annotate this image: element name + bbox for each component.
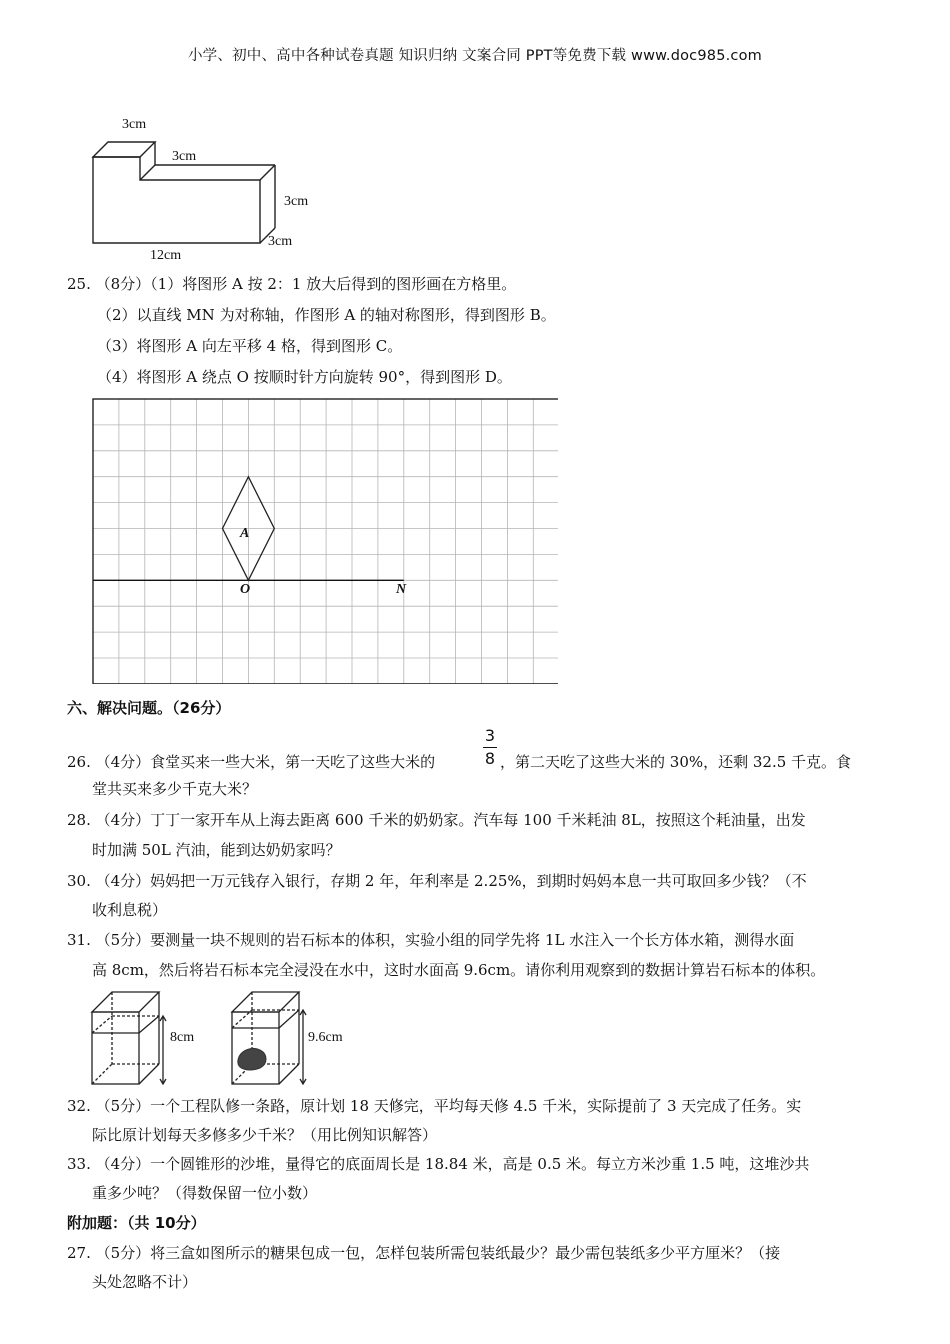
page-header: 小学、初中、高中各种试卷真题 知识归纳 文案合同 PPT等免费下载 www.doc985.com xyxy=(187,48,763,64)
section-title-6: 六、解决问题。（26分） xyxy=(67,699,231,717)
label-o: O xyxy=(240,582,251,597)
fraction-bar xyxy=(483,747,497,748)
q31-line2: 高 8cm，然后将岩石标本完全浸没在水中，这时水面高 9.6cm。请你利用观察到的数据计算岩石标本的体积。 xyxy=(92,961,826,979)
label-top-3cm: 3cm xyxy=(122,117,147,132)
q27-line1: 27. （5分）将三盒如图所示的糖果包成一包，怎样包装所需包装纸最少？最少需包装纸多少平方厘米？（接 xyxy=(67,1244,781,1262)
label-a: A xyxy=(240,526,250,541)
fraction-numerator: 3 xyxy=(484,726,496,745)
square-grid xyxy=(92,398,558,684)
fraction-denominator: 8 xyxy=(484,749,496,768)
label-length-12cm: 12cm xyxy=(150,248,182,263)
label-9-6cm: 9.6cm xyxy=(308,1030,343,1045)
label-n: N xyxy=(396,582,407,597)
q25-line1: 25. （8分）（1）将图形 A 按 2：1 放大后得到的图形画在方格里。 xyxy=(67,275,517,293)
q25-line2: （2）以直线 MN 为对称轴，作图形 A 的轴对称图形，得到图形 B。 xyxy=(97,306,556,324)
label-8cm: 8cm xyxy=(170,1030,195,1045)
q28-line2: 时加满 50L 汽油，能到达奶奶家吗？ xyxy=(92,841,341,859)
label-depth-3cm: 3cm xyxy=(268,234,293,249)
q27-line2: 头处忽略不计） xyxy=(92,1273,198,1291)
q30-line1: 30. （4分）妈妈把一万元钱存入银行，存期 2 年，年利率是 2.25%，到期时妈妈本息一共可取回多少钱？（不 xyxy=(67,872,807,890)
q25-line3: （3）将图形 A 向左平移 4 格，得到图形 C。 xyxy=(97,337,403,355)
q31-line1: 31. （5分）要测量一块不规则的岩石标本的体积，实验小组的同学先将 1L 水注入一个长方体水箱，测得水面 xyxy=(67,931,795,949)
q26-line1b: ，第二天吃了这些大米的 30%，还剩 32.5 千克。食 xyxy=(500,753,852,771)
q33-line1: 33. （4分）一个圆锥形的沙堆，量得它的底面周长是 18.84 米，高是 0.5 米。每立方米沙重 1.5 吨，这堆沙共 xyxy=(67,1155,810,1173)
q30-line2: 收利息税） xyxy=(92,901,168,919)
q26-line1a: 26. （4分）食堂买来一些大米，第一天吃了这些大米的 xyxy=(67,753,436,771)
q26-line2: 堂共买来多少千克大米？ xyxy=(92,780,258,798)
section-title-extra: 附加题：（共 10分） xyxy=(67,1214,206,1232)
q25-line4: （4）将图形 A 绕点 O 按顺时针方向旋转 90°，得到图形 D。 xyxy=(97,368,512,386)
water-box-before xyxy=(88,988,218,1088)
q33-line2: 重多少吨？（得数保留一位小数） xyxy=(92,1184,318,1202)
label-height-3cm: 3cm xyxy=(284,194,309,209)
q32-line1: 32. （5分）一个工程队修一条路，原计划 18 天修完，平均每天修 4.5 千米，实际提前了 3 天完成了任务。实 xyxy=(67,1097,802,1115)
label-step-3cm: 3cm xyxy=(172,149,197,164)
q28-line1: 28. （4分）丁丁一家开车从上海去距离 600 千米的奶奶家。汽车每 100 千米耗油 8L，按照这个耗油量，出发 xyxy=(67,811,806,829)
q32-line2: 际比原计划每天多修多少千米？（用比例知识解答） xyxy=(92,1126,438,1144)
